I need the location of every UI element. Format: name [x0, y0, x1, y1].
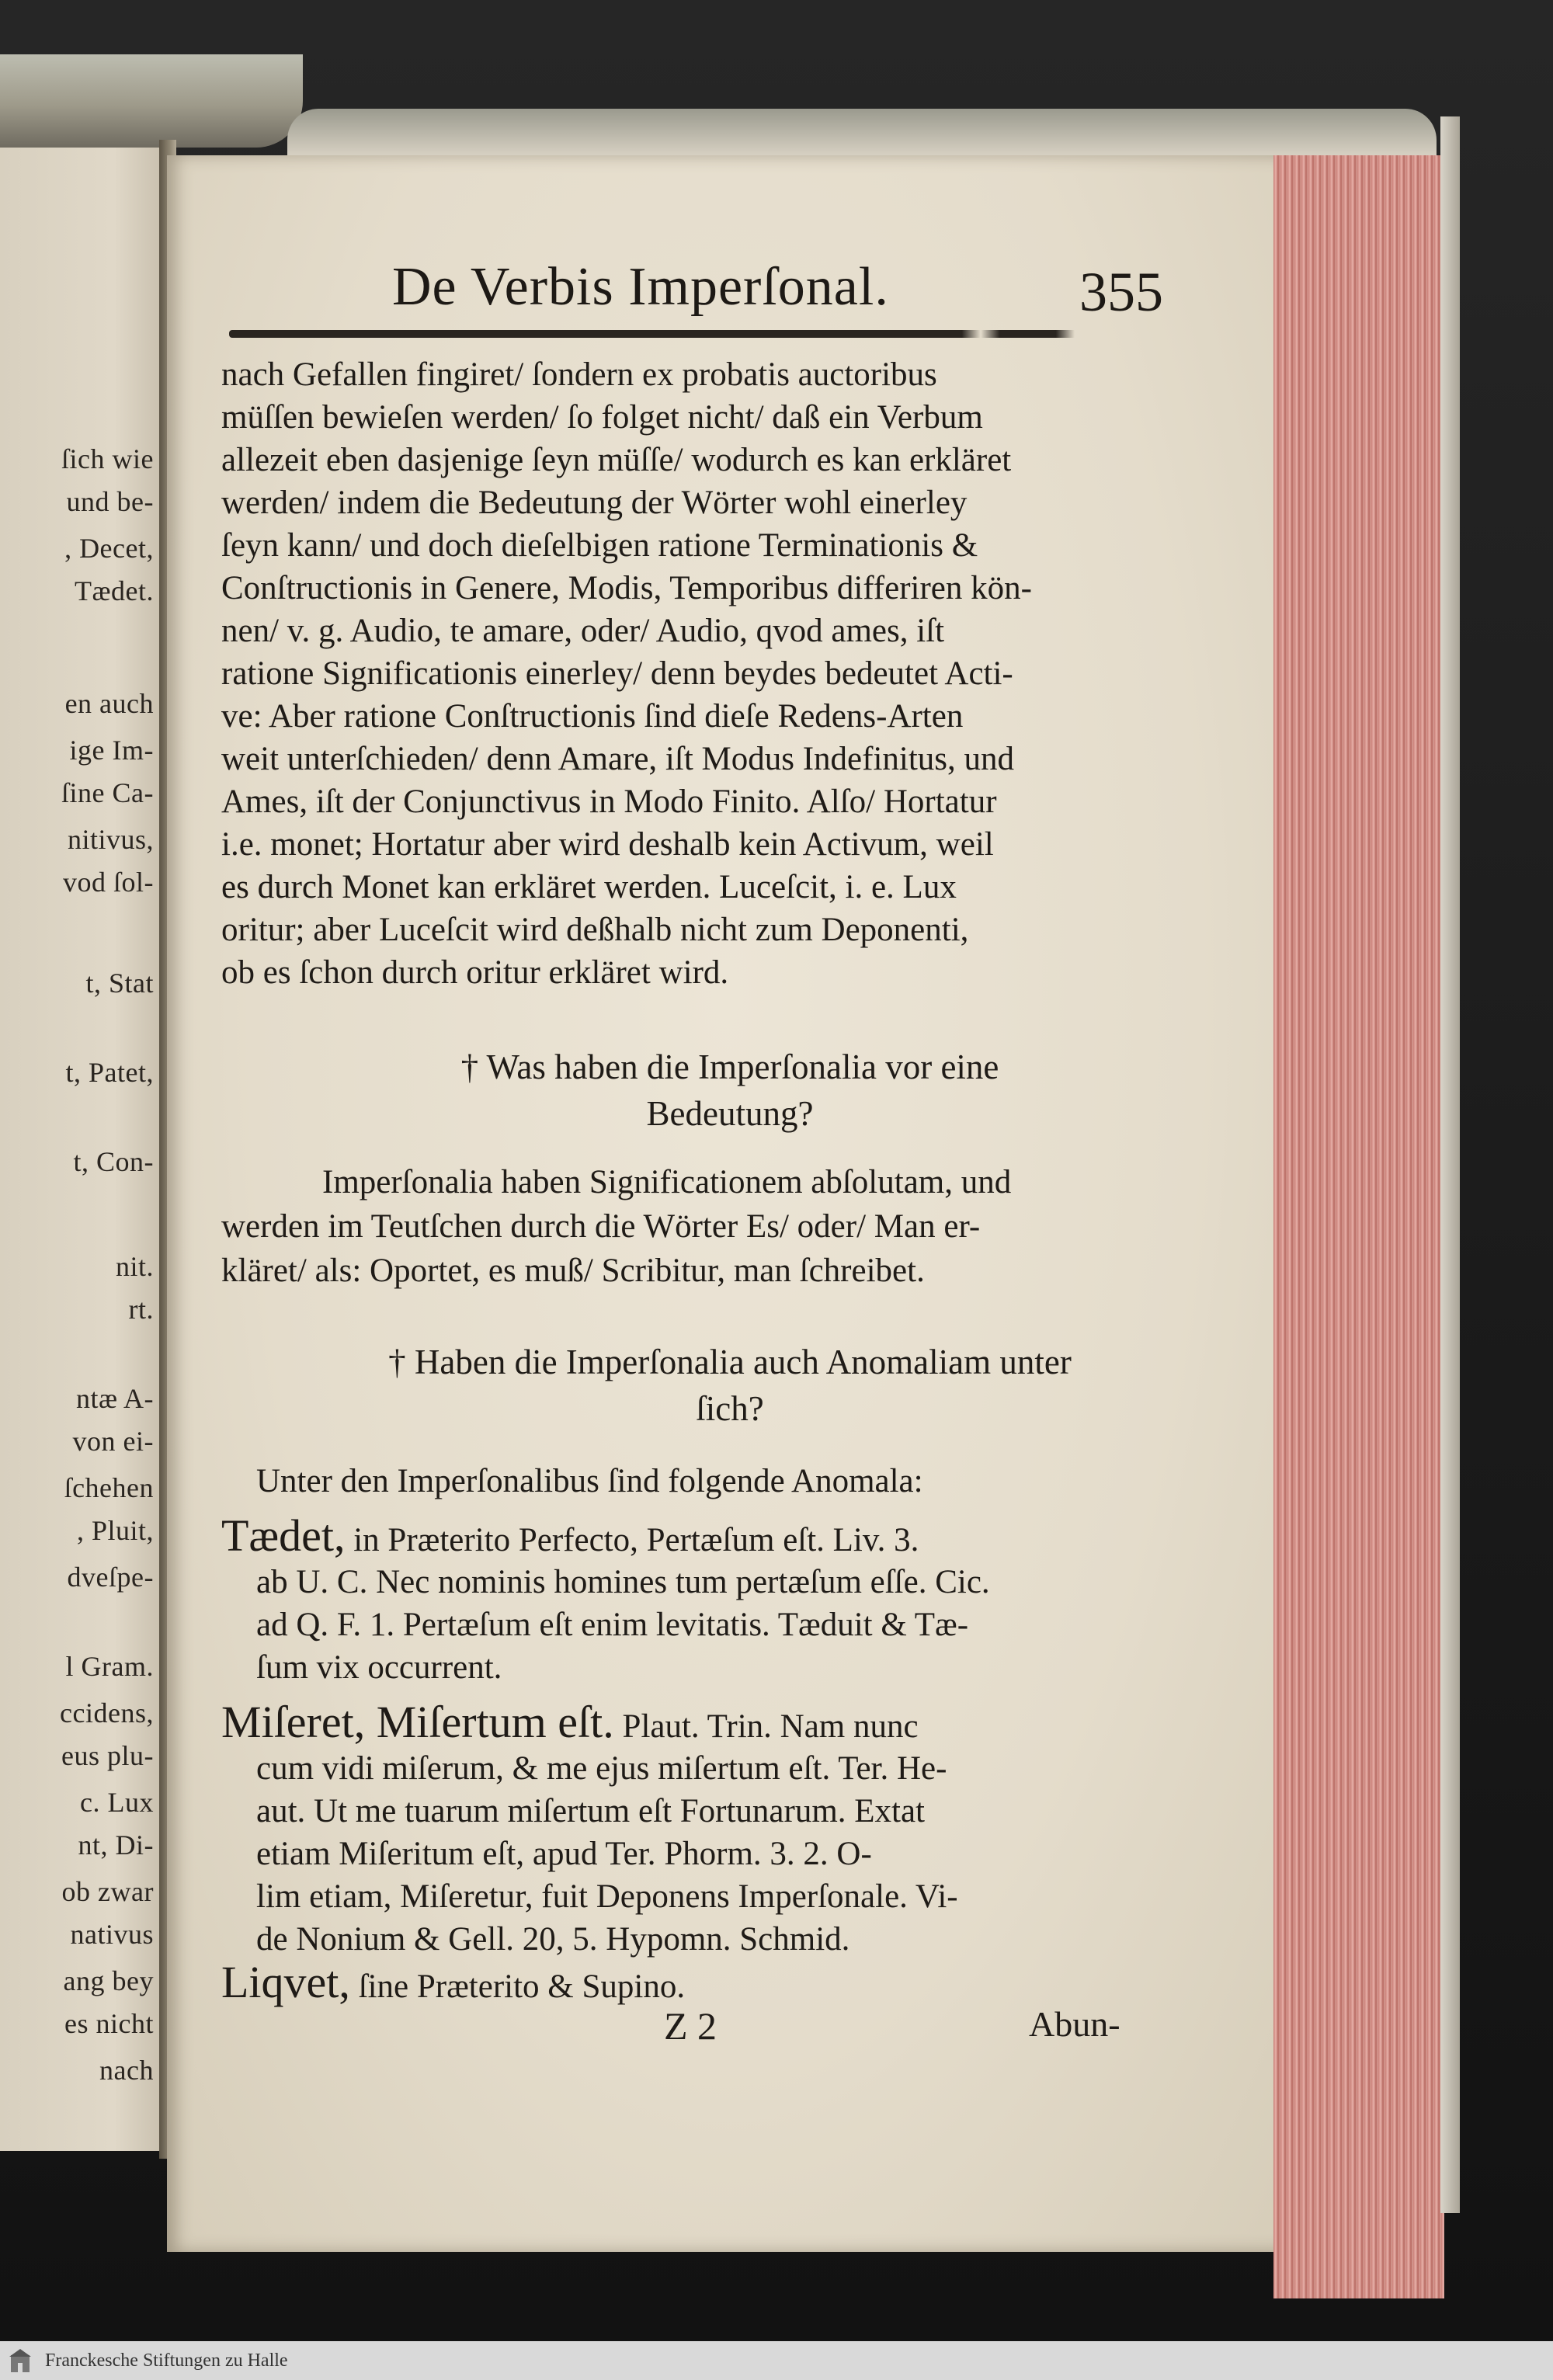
running-title: De Verbis Imperſonal. [392, 257, 889, 317]
left-page-text-fragment: nitivus, [67, 824, 154, 855]
entry-text: ſine Præterito & Supino. [358, 1968, 686, 2005]
left-page-text-fragment: von ei- [72, 1426, 154, 1457]
left-page-text-fragment: , Decet, [64, 533, 154, 564]
left-page-text-fragment: nach [99, 2055, 154, 2086]
entry-line: etiam Miſeritum eſt, apud Ter. Phorm. 3. 2. O- [256, 1836, 872, 1872]
question-heading: Bedeutung? [646, 1094, 814, 1133]
entry-text: in Præterito Perfecto, Pertæſum eſt. Liv. 3. [353, 1522, 919, 1558]
left-page-text-fragment: l Gram. [65, 1651, 154, 1682]
entry-liqvet-line [221, 1957, 1239, 2007]
left-page-text-fragment: ſich wie [61, 443, 154, 474]
left-page-text-fragment: ſine Ca- [61, 777, 154, 808]
page-number: 355 [1079, 261, 1163, 323]
paragraph-line: ratione Significationis einerley/ denn beydes bedeutet Acti- [221, 655, 1013, 692]
paragraph-line: weit unterſchieden/ denn Amare, iſt Modus Indefinitus, und [221, 741, 1015, 777]
left-page-text-fragment: ccidens, [60, 1697, 154, 1729]
paragraph-line: müſſen bewieſen werden/ ſo folget nicht/ daß ein Verbum [221, 399, 983, 436]
left-page-text-fragment: t, Patet, [65, 1057, 154, 1088]
left-page-text-fragment: nit. [115, 1251, 154, 1282]
left-page-text-fragment: es nicht [64, 2008, 154, 2039]
left-page-text-fragment: ntæ A- [75, 1383, 154, 1414]
credit-text: Franckesche Stiftungen zu Halle [45, 2350, 288, 2371]
entry-line: ſum vix occurrent. [256, 1649, 502, 1686]
paragraph-line: nach Gefallen fingiret/ ſondern ex probatis auctoribus [221, 356, 937, 393]
left-page-text-fragment: ang bey [63, 1965, 154, 1996]
entry-line: ad Q. F. 1. Pertæſum eſt enim levitatis. Tæduit & Tæ- [256, 1607, 969, 1643]
entry-line: de Nonium & Gell. 20, 5. Hypomn. Schmid. [256, 1921, 850, 1958]
entry-line: ab U. C. Nec nominis homines tum pertæſum eſſe. Cic. [256, 1564, 990, 1600]
anomala-intro: Unter den Imperſonalibus ſind folgende Anomala: [256, 1463, 923, 1499]
left-page-text-fragment: ob zwar [61, 1876, 154, 1907]
entry-text: Plaut. Trin. Nam nunc [622, 1708, 919, 1745]
left-page-text-fragment: rt. [128, 1294, 154, 1325]
entry-headword: Tædet, [221, 1510, 346, 1561]
left-page-text-fragment: c. Lux [80, 1787, 154, 1818]
signature-mark: Z 2 [664, 2004, 717, 2048]
left-page-text-fragment: en auch [64, 688, 154, 719]
left-page [0, 148, 163, 2151]
paragraph-line: ſeyn kann/ und doch dieſelbigen ratione Terminationis & [221, 527, 978, 564]
credit-bar [0, 2341, 1553, 2380]
entry-headword: Liqvet, [221, 1957, 350, 2007]
left-page-text-fragment: ſchehen [64, 1472, 154, 1503]
paragraph-line: allezeit eben dasjenige ſeyn müſſe/ wodurch es kan erkläret [221, 442, 1012, 478]
left-page-text-fragment: und be- [66, 486, 154, 517]
answer-line: werden im Teutſchen durch die Wörter Es/ oder/ Man er- [221, 1208, 981, 1245]
entry-line: lim etiam, Miſeretur, fuit Deponens Imperſonale. Vi- [256, 1878, 958, 1915]
paragraph-line: i.e. monet; Hortatur aber wird deshalb kein Activum, weil [221, 826, 994, 863]
left-page-text-fragment: Tædet. [75, 575, 154, 606]
paragraph-line: nen/ v. g. Audio, te amare, oder/ Audio, qvod ames, iſt [221, 613, 945, 649]
entry-line: cum vidi miſerum, & me ejus miſertum eſt. Ter. He- [256, 1750, 947, 1787]
paragraph-line: es durch Monet kan erkläret werden. Luceſcit, i. e. Lux [221, 869, 957, 905]
question-heading: † Was haben die Imperſonalia vor eine [460, 1048, 999, 1086]
right-page [167, 155, 1285, 2252]
entry-miseret-first-line [221, 1697, 1239, 1747]
answer-line: Imperſonalia haben Significationem abſolutam, und [322, 1164, 1012, 1200]
paragraph-line: werden/ indem die Bedeutung der Wörter wohl einerley [221, 485, 968, 521]
paragraph-line: Conſtructionis in Genere, Modis, Temporibus differiren kön- [221, 570, 1032, 606]
header-rule [229, 330, 1169, 338]
entry-taedet-first-line [221, 1510, 1239, 1561]
left-page-text-fragment: vod ſol- [63, 867, 154, 898]
left-page-text-fragment: ige Im- [69, 735, 154, 766]
left-page-text-fragment: t, Con- [73, 1146, 154, 1177]
paragraph-line: oritur; aber Luceſcit wird deßhalb nicht zum Deponenti, [221, 912, 969, 948]
book-cover-top [0, 54, 303, 148]
book-top-edge [287, 109, 1437, 155]
paragraph-line: ve: Aber ratione Conſtructionis ſind dieſe Redens-Arten [221, 698, 964, 735]
page-edges [1273, 155, 1444, 2298]
left-page-text-fragment: eus plu- [61, 1740, 154, 1771]
left-page-text-fragment: , Pluit, [76, 1515, 154, 1546]
paragraph-line: ob es ſchon durch oritur erkläret wird. [221, 954, 729, 991]
paragraph-line: Ames, iſt der Conjunctivus in Modo Finito. Alſo/ Hortatur [221, 783, 997, 820]
book-cover-edge [1440, 116, 1460, 2213]
left-page-text-fragment: t, Stat [85, 968, 154, 999]
left-page-text-fragment: nativus [70, 1919, 154, 1950]
left-page-text-fragment: dveſpe- [67, 1562, 154, 1593]
catchword: Abun- [1029, 2004, 1120, 2044]
institution-logo-icon [8, 2347, 33, 2374]
entry-line: aut. Ut me tuarum miſertum eſt Fortunarum. Extat [256, 1793, 926, 1829]
entry-headword: Miſeret, Miſertum eſt. [221, 1697, 614, 1747]
answer-line: kläret/ als: Oportet, es muß/ Scribitur, man ſchreibet. [221, 1253, 925, 1289]
left-page-text-fragment: nt, Di- [78, 1829, 154, 1861]
question-heading: † Haben die Imperſonalia auch Anomaliam unter [388, 1343, 1072, 1381]
question-heading: ſich? [696, 1389, 764, 1428]
